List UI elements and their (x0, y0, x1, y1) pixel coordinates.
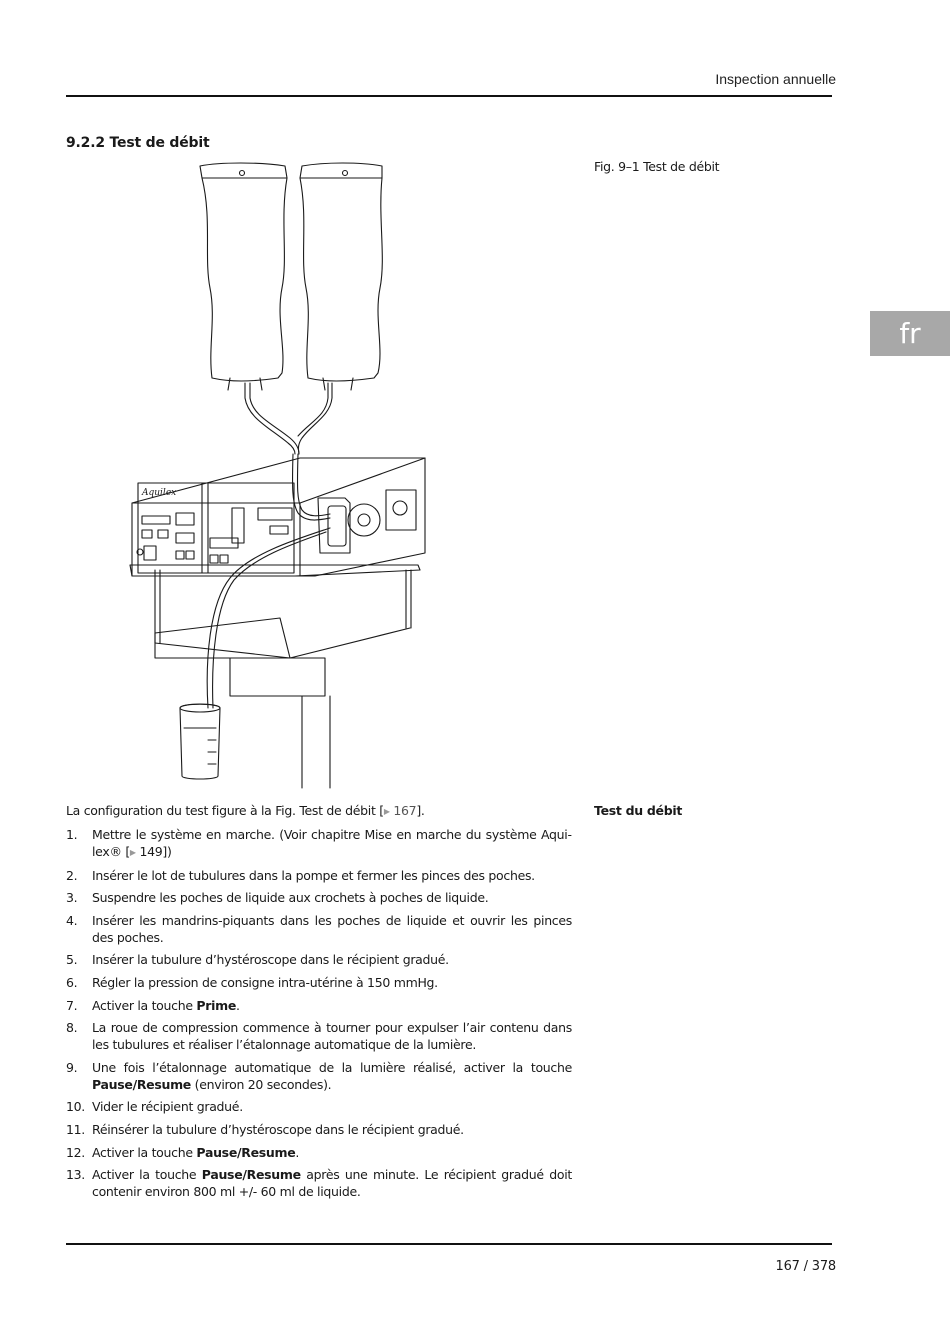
key-name: Prime (196, 997, 237, 1013)
footer-rule (66, 1243, 832, 1245)
step-text-part: Suspendre les poches de liquide aux crochets à poches de liquide. (92, 890, 489, 906)
intro-paragraph: La configuration du test figure à la Fig. Test de débit [▶ 167]. (66, 803, 425, 818)
page-reference-link[interactable]: 149 (139, 844, 163, 859)
step-text-part: Activer la touche (92, 997, 197, 1013)
step-text (92, 975, 438, 990)
step-text (92, 998, 240, 1013)
step-text-part: Une fois l’étalonnage automatique de la lumière réalisé, activer la touche (92, 1059, 572, 1075)
step-number: 3. (66, 890, 78, 906)
procedure-step (66, 1166, 572, 1200)
key-name: Pause/Resume (196, 1144, 296, 1160)
page-number: 167 / 378 (775, 1259, 836, 1274)
step-text-part: Insérer la tubulure d’hystéroscope dans le récipient gradué. (92, 952, 449, 968)
step-text-part: Activer la touche (92, 1167, 202, 1183)
step-text-part: Vider le récipient gradué. (92, 1099, 243, 1115)
cart (130, 565, 420, 788)
step-text-part: Insérer les mandrins-piquants dans les poches de liquide et ouvrir les pinces des poches. (92, 912, 572, 945)
step-text (92, 1020, 572, 1052)
graduated-beaker (180, 704, 220, 779)
step-number: 13. (66, 1167, 85, 1183)
procedure-step (66, 974, 572, 991)
key-name: Pause/Resume (92, 1076, 191, 1092)
step-text-part: Mettre le système en marche. (Voir chapitre Mise en marche du système Aquilex® [ (92, 827, 572, 859)
step-text-part: . (236, 997, 240, 1013)
procedure-step (66, 1144, 572, 1161)
figure-caption: Fig. 9–1 Test de débit (594, 159, 720, 174)
step-number: 4. (66, 912, 78, 928)
procedure-step (66, 1019, 572, 1053)
fluid-bag-left (200, 163, 287, 390)
step-text (92, 913, 572, 945)
step-text (92, 1167, 572, 1199)
step-text-part: La roue de compression commence à tourner pour expulser l’air contenu dans les tubulures et réaliser l’étalonnage automatique de la lumière. (92, 1020, 572, 1053)
step-number: 1. (66, 827, 78, 842)
procedure-step (66, 912, 572, 946)
section-heading: 9.2.2 Test de débit (66, 135, 210, 151)
procedure-step (66, 867, 572, 884)
procedure-step (66, 1059, 572, 1093)
step-text-part: Insérer le lot de tubulures dans la pompe et fermer les pinces des poches. (92, 867, 535, 883)
procedure-step (66, 1121, 572, 1138)
procedure-step (66, 1098, 572, 1115)
procedure-steps (66, 826, 572, 1206)
svg-text:Aquilex: Aquilex (142, 488, 177, 498)
step-number: 8. (66, 1020, 78, 1036)
step-number: 9. (66, 1059, 78, 1075)
step-text (92, 1122, 464, 1137)
step-number: 2. (66, 867, 78, 883)
step-text (92, 1099, 243, 1114)
step-number: 5. (66, 952, 78, 968)
pump-console (132, 458, 425, 576)
step-text-part: . (295, 1144, 300, 1160)
language-tab[interactable]: fr (870, 311, 950, 356)
header-title: Inspection annuelle (715, 71, 836, 87)
step-text (92, 1060, 572, 1092)
step-text (92, 952, 449, 967)
step-text (92, 868, 535, 883)
step-text-part: Réinsérer la tubulure d’hystéroscope dans le récipient gradué. (92, 1121, 464, 1137)
step-text (92, 890, 488, 905)
fluid-bag-right (300, 163, 382, 390)
step-text-part: après une minute. Le récipient gradué doit contenir environ 800 ml +/- 60 ml de liquide. (92, 1167, 572, 1200)
step-text-part: Activer la touche (92, 1144, 197, 1160)
procedure-step (66, 889, 572, 906)
procedure-step (66, 826, 572, 861)
step-text (92, 1145, 299, 1160)
procedure-step (66, 997, 572, 1014)
step-number: 7. (66, 997, 78, 1013)
step-text-part: (environ 20 secondes). (191, 1076, 332, 1092)
step-number: 10. (66, 1099, 85, 1115)
step-text-part: ]) (162, 844, 172, 859)
header-rule (66, 95, 832, 97)
step-number: 12. (66, 1144, 85, 1160)
step-number: 11. (66, 1121, 85, 1137)
step-text-part: Régler la pression de consigne intra-utérine à 150 mmHg. (92, 974, 438, 990)
side-label: Test du débit (594, 803, 683, 818)
key-name: Pause/Resume (201, 1167, 301, 1183)
page-reference-link[interactable]: 167 (393, 803, 417, 818)
step-text: Mettre le système en marche. (Voir chapitre Mise en marche du système Aquilex® [▶ 149]) (92, 827, 572, 859)
flow-test-illustration (120, 158, 440, 793)
spike-tubing (245, 383, 332, 520)
step-number: 6. (66, 974, 78, 990)
procedure-step (66, 951, 572, 968)
